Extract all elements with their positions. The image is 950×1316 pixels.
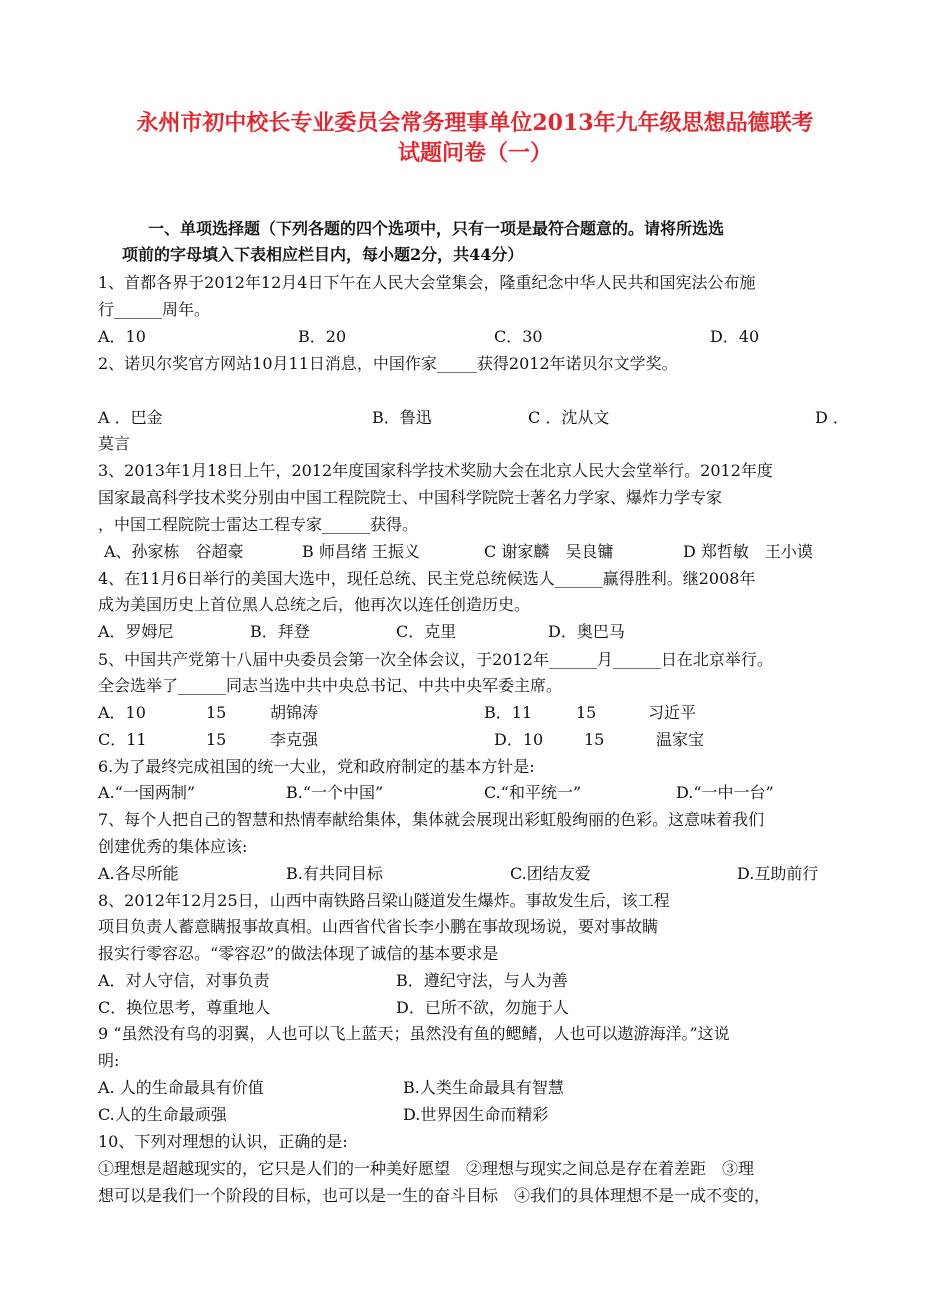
question-5-option-d-name: 温家宝	[656, 730, 705, 749]
question-10-text: 10、下列对理想的认识，正确的是:	[98, 1132, 348, 1151]
section-heading-line-2: 项前的字母填入下表相应栏目内，每小题2分，共44分）	[122, 245, 524, 264]
question-4-option-d: D．奥巴马	[548, 622, 625, 641]
question-9-option-c: C.人的生命最顽强	[98, 1105, 227, 1124]
question-6-text: 6.为了最终完成祖国的统一大业，党和政府制定的基本方针是:	[98, 757, 535, 776]
question-8-option-a: A．对人守信，对事负责	[98, 971, 270, 990]
question-6-option-b: B.“一个中国”	[286, 783, 384, 802]
question-8-option-c: C．换位思考，尊重地人	[98, 998, 271, 1017]
question-6-option-a: A.“一国两制”	[98, 783, 196, 802]
question-8-text: 8、2012年12月25日，山西中南铁路吕梁山隧道发生爆炸。事故发生后，该工程	[98, 891, 670, 910]
question-5-option-b-name: 习近平	[648, 703, 697, 722]
question-8-option-b: B．遵纪守法，与人为善	[396, 971, 568, 990]
question-1-option-d: D．40	[710, 327, 760, 346]
question-5-text-cont: 全会选举了______同志当选中共中央总书记、中共中央军委主席。	[98, 676, 563, 695]
question-3-option-b: B 师昌绪 王振义	[302, 542, 420, 561]
question-9-option-d: D.世界因生命而精彩	[403, 1105, 549, 1124]
question-1-option-a: A．10	[98, 327, 146, 346]
question-1-text-cont: 行______周年。	[98, 300, 211, 319]
question-2-text: 2、诺贝尔奖官方网站10月11日消息，中国作家_____获得2012年诺贝尔文学奖。	[98, 354, 678, 373]
question-3-text: 3、2013年1月18日上午，2012年度国家科学技术奖励大会在北京人民大会堂举行。2012年度	[98, 461, 773, 480]
question-5-option-d-day: 15	[584, 730, 605, 749]
question-7-text: 7、每个人把自己的智慧和热情奉献给集体，集体就会展现出彩虹般绚丽的色彩。这意味着我们	[98, 810, 765, 829]
question-10-statement-line-2: 想可以是我们一个阶段的目标，也可以是一生的奋斗目标 ④我们的具体理想不是一成不变的，	[98, 1186, 771, 1205]
question-5-option-a-month: A．10	[98, 703, 146, 722]
question-9-option-a: A. 人的生命最具有价值	[98, 1078, 264, 1097]
question-1-option-b: B．20	[298, 327, 347, 346]
question-2-option-b: B．鲁迅	[372, 408, 432, 427]
question-6-option-c: C.“和平统一”	[484, 783, 582, 802]
question-5-option-b-day: 15	[576, 703, 597, 722]
question-4-option-c: C．克里	[396, 622, 457, 641]
question-3-option-d: D 郑哲敏 王小谟	[683, 542, 813, 561]
question-9-option-b: B.人类生命最具有智慧	[403, 1078, 564, 1097]
question-3-option-a: A、孙家栋 谷超豪	[104, 542, 244, 561]
section-heading-line-1: 一、单项选择题（下列各题的四个选项中，只有一项是最符合题意的。请将所选选	[148, 219, 725, 238]
question-4-text-cont: 成为美国历史上首位黑人总统之后，他再次以连任创造历史。	[98, 595, 531, 614]
question-9-text-cont: 明:	[98, 1051, 120, 1070]
question-2-option-d-text: 莫言	[98, 434, 131, 453]
question-8-text-cont-1: 项目负责人蓄意瞒报事故真相。山西省代省长李小鹏在事故现场说，要对事故瞒	[98, 917, 659, 936]
question-4-option-a: A．罗姆尼	[98, 622, 174, 641]
question-7-option-a: A.各尽所能	[98, 864, 179, 883]
question-1-option-c: C．30	[494, 327, 543, 346]
question-2-option-c: C ．沈从文	[528, 408, 610, 427]
question-9-text: 9 “虽然没有鸟的羽翼，人也可以飞上蓝天；虽然没有鱼的鳃鳍，人也可以遨游海洋。”这说	[98, 1024, 730, 1043]
question-5-option-c-day: 15	[206, 730, 227, 749]
question-7-option-c: C.团结友爱	[510, 864, 591, 883]
question-8-text-cont-2: 报实行零容忍。“零容忍”的做法体现了诚信的基本要求是	[98, 944, 499, 963]
question-3-text-cont-2: ，中国工程院院士雷达工程专家______获得。	[98, 515, 419, 534]
question-7-text-cont: 创建优秀的集体应该:	[98, 837, 248, 856]
question-5-option-d-month: D．10	[494, 730, 544, 749]
question-1-text: 1、首都各界于2012年12月4日下午在人民大会堂集会，隆重纪念中华人民共和国宪法公布施	[98, 273, 756, 292]
question-5-option-a-day: 15	[206, 703, 227, 722]
question-4-text: 4、在11月6日举行的美国大选中，现任总统、民主党总统候选人______赢得胜利。继2008年	[98, 569, 756, 588]
question-8-option-d: D．已所不欲，勿施于人	[396, 998, 569, 1017]
question-4-option-b: B．拜登	[250, 622, 310, 641]
question-3-text-cont-1: 国家最高科学技术奖分别由中国工程院院士、中国科学院院士著名力学家、爆炸力学专家	[98, 488, 723, 507]
question-5-text: 5、中国共产党第十八届中央委员会第一次全体会议，于2012年______月______日在北京举行。	[98, 650, 773, 669]
question-6-option-d: D.“一中一台”	[676, 783, 774, 802]
question-10-statement-line-1: ①理想是超越现实的，它只是人们的一种美好愿望 ②理想与现实之间总是存在着差距 ③理	[98, 1159, 755, 1178]
exam-title-line-1: 永州市初中校长专业委员会常务理事单位2013年九年级思想品德联考	[136, 110, 814, 136]
question-7-option-d: D.互助前行	[737, 864, 819, 883]
question-5-option-c-name: 李克强	[270, 730, 319, 749]
exam-title-line-2: 试题问卷（一）	[397, 140, 552, 166]
question-5-option-c-month: C．11	[98, 730, 147, 749]
question-3-option-c: C 谢家麟 吴良镛	[484, 542, 614, 561]
question-7-option-b: B.有共同目标	[286, 864, 383, 883]
question-5-option-b-month: B．11	[484, 703, 533, 722]
question-2-option-a: A ．巴金	[98, 408, 163, 427]
question-2-option-d: D ．	[815, 408, 849, 427]
question-5-option-a-name: 胡锦涛	[270, 703, 319, 722]
